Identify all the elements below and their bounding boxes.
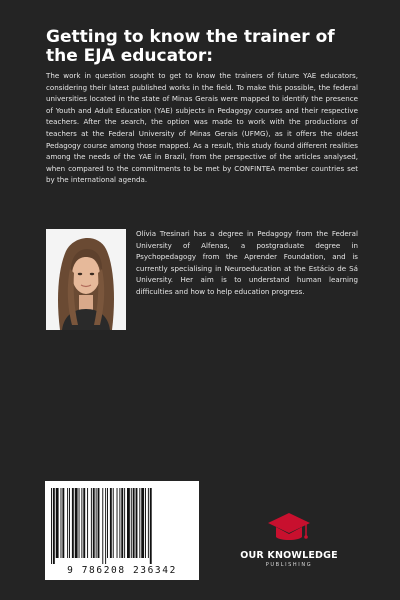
author-portrait-image bbox=[46, 229, 126, 330]
book-title: Getting to know the trainer of the EJA educator: bbox=[46, 27, 335, 66]
barcode-bar bbox=[110, 488, 112, 558]
barcode-bar bbox=[133, 488, 135, 558]
barcode-bar bbox=[150, 488, 152, 564]
barcode-bar bbox=[96, 488, 97, 558]
barcode-bar bbox=[113, 488, 114, 558]
barcode-bar bbox=[61, 488, 62, 558]
barcode-bar bbox=[121, 488, 123, 558]
barcode-bar bbox=[93, 488, 95, 558]
barcode-bar bbox=[124, 488, 125, 558]
barcode-bar bbox=[75, 488, 78, 558]
barcode-bar bbox=[91, 488, 92, 558]
barcode-bar bbox=[105, 488, 106, 564]
barcode-bar bbox=[102, 488, 103, 564]
publisher-logo bbox=[234, 510, 344, 570]
isbn-barcode bbox=[45, 481, 199, 580]
barcode-bar bbox=[62, 488, 64, 558]
barcode-bar bbox=[56, 488, 59, 558]
author-bio: Olívia Tresinari has a degree in Pedagogy from the Federal University of Alfenas, a postgraduate degree in Psychopedagogy from the Aprender Foundation, and is currently specialising in Neuroeducation at the Estácio de Sá University. Her aim is to understand human learning difficulties and how to help education progress. bbox=[136, 229, 358, 296]
barcode-bar bbox=[148, 488, 149, 558]
barcode-bar bbox=[127, 488, 130, 558]
barcode-bar bbox=[139, 488, 140, 558]
barcode-bar bbox=[53, 488, 55, 564]
barcode-bar bbox=[98, 488, 100, 558]
barcode-bars bbox=[51, 488, 193, 564]
barcode-bar bbox=[131, 488, 132, 558]
barcode-bar bbox=[83, 488, 85, 558]
barcode-bar bbox=[141, 488, 144, 558]
barcode-number: 9 786208 236342 bbox=[67, 565, 177, 576]
barcode-bar bbox=[72, 488, 74, 558]
author-photo bbox=[46, 229, 126, 330]
publisher-tagline: PUBLISHING bbox=[265, 562, 313, 568]
barcode-bar bbox=[107, 488, 108, 558]
barcode-bar bbox=[117, 488, 118, 558]
barcode-bar bbox=[69, 488, 70, 558]
barcode-bar bbox=[51, 488, 52, 564]
book-abstract: The work in question sought to get to know the trainers of future YAE educators, considering their latest published works in the field. To make this possible, the federal universities located in the state of Minas Gerais were mapped to identify the presence of Youth and Adult Education (YAE) subjects in Pedagogy courses and their respective teachers. After the search, the option was made to work with the productions of teachers at the Federal University of Minas Gerais (UFMG), as it offers the oldest Pedagogy course among those mapped. As a result, this study found different realities among the needs of the YAE in Brazil, from the perspective of the articles analysed, when compared to the commitments to be met by CONFINTEA member countries set by the international agenda. bbox=[46, 71, 358, 185]
barcode-bar bbox=[67, 488, 68, 558]
barcode-bar bbox=[87, 488, 88, 558]
barcode-bar bbox=[145, 488, 146, 558]
graduation-cap-icon bbox=[266, 510, 312, 544]
barcode-bar bbox=[136, 488, 138, 558]
barcode-bar bbox=[119, 488, 120, 558]
publisher-name: OUR KNOWLEDGE bbox=[240, 550, 338, 561]
barcode-bar bbox=[81, 488, 82, 558]
barcode-bar bbox=[79, 488, 80, 558]
